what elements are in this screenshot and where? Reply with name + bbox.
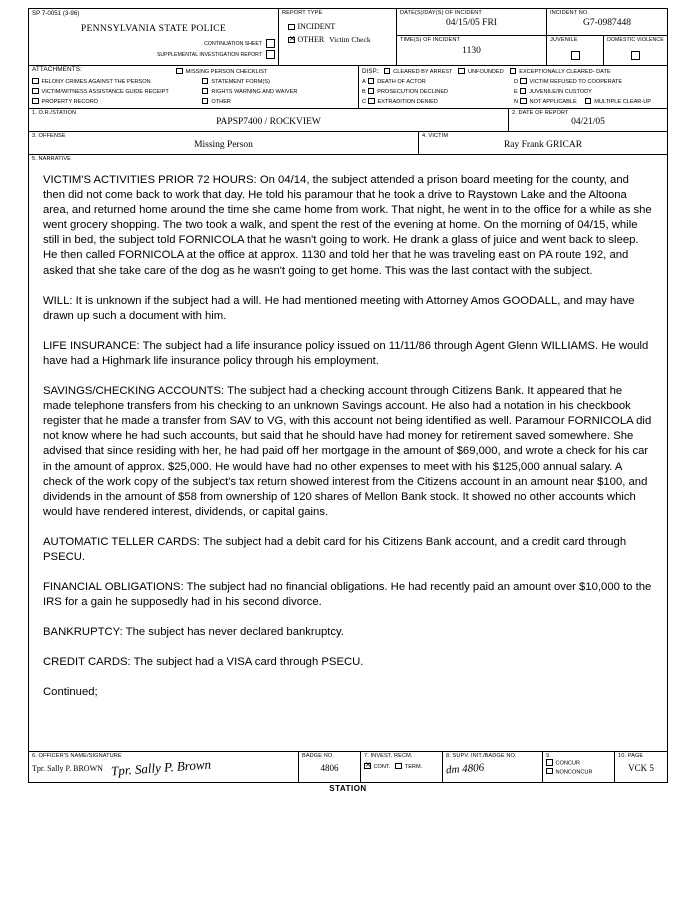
domestic-violence-checkbox[interactable]: [631, 51, 640, 60]
disp-label: JUVENILE/IN CUSTODY: [529, 89, 592, 95]
other-attachment-checkbox[interactable]: [202, 98, 209, 105]
disp-victim-refused[interactable]: [520, 77, 622, 87]
concur-checkbox[interactable]: [546, 759, 553, 766]
disp-prosecution-declined[interactable]: [368, 87, 448, 97]
narrative-heading: LIFE INSURANCE:: [43, 339, 140, 352]
disp-juvenile-custody[interactable]: [520, 87, 592, 97]
concur-number-label: 9.: [546, 753, 551, 759]
police-report-form: [28, 8, 668, 783]
disp-label: EXCEPTIONALLY CLEARED- DATE: [519, 69, 611, 75]
badge-label: BADGE NO.: [302, 753, 334, 759]
narrative-heading: BANKRUPTCY:: [43, 626, 123, 639]
attachment-item[interactable]: [202, 77, 355, 87]
station-value: PAPSP7400 / ROCKVIEW: [216, 117, 321, 127]
narrative-paragraph: [43, 685, 653, 700]
report-type-label: REPORT TYPE: [282, 10, 323, 16]
incident-date-cell: [397, 9, 547, 35]
attachment-label: RIGHTS WARNING AND WAIVER: [211, 89, 298, 95]
incident-time-cell: [397, 36, 547, 65]
victim-cell: [419, 132, 667, 154]
officer-signature: Tpr. Sally P. Brown: [110, 756, 212, 779]
attachment-label: VICTIM/WITNESS ASSISTANCE GUIDE RECEIPT: [41, 89, 169, 95]
disp-label: NOT APPLICABLE: [529, 99, 577, 105]
narrative-paragraph: [43, 655, 653, 670]
form-header-row: [29, 9, 667, 65]
incident-time-label: TIME(S) OF INCIDENT: [400, 37, 461, 43]
officer-label: 6. OFFICER'S NAME/SIGNATURE: [32, 753, 122, 759]
attachment-item[interactable]: [32, 97, 202, 107]
report-type-block: [279, 9, 397, 65]
invest-cont-checkbox[interactable]: [364, 763, 371, 770]
date-of-report-label: 2. DATE OF REPORT: [512, 110, 569, 116]
disp-row-letter: B: [362, 89, 366, 95]
report-type-other-checkbox[interactable]: [288, 37, 295, 44]
narrative-heading: CREDIT CARDS:: [43, 656, 131, 669]
invest-recm-label: 7. INVEST. RECM.: [364, 753, 413, 759]
juvenile-label: JUVENILE: [550, 37, 578, 43]
disp-multiple-clear-up[interactable]: [585, 97, 651, 107]
disp-row-letter: D: [514, 79, 519, 85]
report-type-other-label: OTHER: [297, 35, 325, 44]
concur-option[interactable]: [546, 759, 611, 768]
narrative-heading: FINANCIAL OBLIGATIONS:: [43, 581, 184, 594]
attachment-label: STATEMENT FORM(S): [211, 79, 270, 85]
narrative-label: 5. NARRATIVE: [32, 156, 72, 162]
exceptionally-cleared-checkbox[interactable]: [510, 68, 517, 75]
date-of-report-value: 04/21/05: [571, 117, 605, 127]
nonconcur-label: NONCONCUR: [555, 769, 593, 775]
concur-cell: [543, 752, 615, 782]
invest-cont-label: CONT.: [373, 764, 391, 770]
disp-death-of-actor[interactable]: [368, 77, 426, 87]
agency-block: [29, 9, 279, 65]
disposition-block: [359, 66, 667, 108]
attachment-item[interactable]: [202, 87, 355, 97]
station-label: 1. O.R./STATION: [32, 110, 77, 116]
incident-date-label: DATE(S)/DAY(S) OF INCIDENT: [400, 10, 482, 16]
victim-value: Ray Frank GRICAR: [503, 140, 583, 150]
extradition-denied-checkbox[interactable]: [368, 98, 375, 105]
rights-warning-waiver-checkbox[interactable]: [202, 88, 209, 95]
narrative-paragraph: [43, 625, 653, 640]
not-applicable-checkbox[interactable]: [520, 98, 527, 105]
juvenile-checkbox[interactable]: [571, 51, 580, 60]
victim-refused-checkbox[interactable]: [520, 78, 527, 85]
offense-victim-row: [29, 131, 667, 154]
narrative-text: The subject had a life insurance policy issued on 11/11/86 through Agent Glenn WILLIAMS. He would have had a Highmark life insurance policy through his employment.: [43, 339, 649, 367]
multiple-clear-up-checkbox[interactable]: [585, 98, 592, 105]
attachment-item[interactable]: [176, 67, 355, 77]
victim-witness-guide-checkbox[interactable]: [32, 88, 39, 95]
incident-info-block: [397, 9, 667, 65]
agency-name: PENNSYLVANIA STATE POLICE: [80, 23, 227, 34]
supervisor-initials: dm 4806: [445, 761, 485, 777]
offense-value: Missing Person: [194, 140, 253, 150]
attachment-item[interactable]: [32, 77, 202, 87]
disp-exceptionally-cleared[interactable]: [510, 67, 611, 77]
station-footer: STATION: [329, 784, 367, 793]
attachments-disp-row: [29, 65, 667, 108]
concur-label: CONCUR: [555, 760, 581, 767]
station-cell: [29, 109, 509, 131]
juvenile-custody-checkbox[interactable]: [520, 88, 527, 95]
invest-term-checkbox[interactable]: [395, 763, 402, 770]
invest-recm-cell: [361, 752, 443, 782]
narrative-paragraph: [43, 339, 653, 369]
disp-label: UNFOUNDED: [467, 69, 504, 75]
badge-value: 4806: [320, 763, 339, 773]
felony-crimes-checkbox[interactable]: [32, 78, 39, 85]
narrative-text: The subject had a VISA card through PSECU.: [130, 656, 364, 669]
continuation-sheet-label: CONTINUATION SHEET: [204, 40, 262, 47]
juvenile-cell: [547, 36, 604, 65]
disp-label: EXTRADITION DENIED: [377, 99, 438, 105]
supplemental-report-checkbox[interactable]: [266, 50, 275, 59]
prosecution-declined-checkbox[interactable]: [368, 88, 375, 95]
disp-row-letter: C: [362, 99, 367, 105]
offense-label: 3. OFFENSE: [32, 133, 66, 139]
disposition-label: DISP.:: [362, 68, 380, 75]
missing-person-checklist-checkbox[interactable]: [176, 68, 183, 75]
narrative-paragraph: [43, 580, 653, 610]
narrative-text: The subject had a debit card for his Citizens Bank account, and a credit card through PSECU.: [43, 535, 627, 563]
victim-label: 4. VICTIM: [422, 133, 449, 139]
attachment-label: MISSING PERSON CHECKLIST: [185, 69, 268, 75]
domestic-violence-label: DOMESTIC VIOLENCE: [607, 37, 664, 43]
narrative-heading: SAVINGS/CHECKING ACCOUNTS:: [43, 385, 225, 398]
narrative-text: The subject had a checking account through Citizens Bank. It appeared that he made telephone transfers from his checking to an unknown Savings account. He also had a notation in his checkbook register that he made a transfer from SAV to VG, with this account not being identified as well. Paramour FORNICOLA did not know where he had such accounts, but said that he should have had money for retirement saved somewhere. She advised that since residing with her, he had paid off her mortgage in the amount of $69,000, and wrote a check for his car in the amount of approx. $25,000. He would have had no other expenses to meet with his $125,000 annual salary. A check of the work copy of the subject's tax return showed interest from the Citizens account in an amount near $100, and dividends in the amount of $58 from ownership of 120 shares of Mellon Bank stock. It showed no other accounts which would have rendered interest, dividends, or capital gains.: [43, 385, 652, 518]
attachment-label: FELONY CRIMES AGAINST THE PERSON: [41, 79, 151, 85]
continuation-sheet-checkbox[interactable]: [266, 39, 275, 48]
invest-term-option[interactable]: [395, 762, 422, 772]
incident-no-label: INCIDENT NO.: [550, 10, 590, 16]
disp-row-letter: E: [514, 89, 518, 95]
narrative-heading: Continued;: [43, 686, 98, 699]
attachment-item[interactable]: [32, 87, 202, 97]
supervisor-label: 8. SUPV. INIT./BADGE NO.: [446, 753, 517, 759]
page-cell: [615, 752, 667, 782]
narrative-heading: AUTOMATIC TELLER CARDS:: [43, 535, 200, 548]
document-page: [28, 8, 668, 888]
attachments-label: ATTACHMENTS:: [32, 66, 82, 73]
narrative-text: It is unknown if the subject had a will. He had mentioned meeting with Attorney Amos GOODALL, and may have drawn up such a document with him.: [43, 294, 635, 322]
supervisor-cell: [443, 752, 543, 782]
narrative-paragraph: [43, 535, 653, 565]
narrative-paragraph: [43, 384, 653, 520]
narrative-body: [29, 163, 667, 707]
narrative-section: [29, 154, 667, 751]
report-type-incident-checkbox[interactable]: [288, 24, 295, 31]
officer-name: Tpr. Sally P. BROWN: [32, 763, 103, 773]
invest-term-label: TERM.: [404, 764, 423, 770]
narrative-text: The subject has never declared bankruptcy.: [122, 626, 344, 639]
disp-label: CLEARED BY ARREST: [393, 69, 453, 75]
disp-extradition-denied[interactable]: [368, 97, 438, 107]
offense-cell: [29, 132, 419, 154]
disp-label: MULTIPLE CLEAR-UP: [594, 99, 651, 105]
footer-row: [29, 751, 667, 782]
disp-unfounded[interactable]: [458, 67, 503, 77]
nonconcur-checkbox[interactable]: [546, 768, 553, 775]
supplemental-report-label: SUPPLEMENTAL INVESTIGATION REPORT: [156, 51, 262, 58]
date-of-report-cell: [509, 109, 667, 131]
officer-cell: [29, 752, 299, 782]
attachments-block: [29, 66, 359, 108]
incident-date-value: 04/15/05 FRI: [446, 18, 497, 28]
incident-time-value: 1130: [462, 46, 481, 56]
attachment-label: OTHER: [211, 99, 231, 105]
disp-cleared-arrest[interactable]: [384, 67, 453, 77]
unfounded-checkbox[interactable]: [458, 68, 465, 75]
nonconcur-option[interactable]: [546, 768, 611, 777]
station-row: [29, 108, 667, 131]
narrative-text: The subject had no financial obligations. He had recently paid an amount over $10,000 to the IRS for a gain he supposedly had in his second divorce.: [43, 581, 652, 609]
disp-not-applicable[interactable]: [520, 97, 577, 107]
page-value: VCK 5: [628, 763, 654, 773]
report-type-incident-label: INCIDENT: [297, 22, 336, 31]
disp-label: VICTIM REFUSED TO COOPERATE: [529, 79, 623, 85]
disp-label: DEATH OF ACTOR: [377, 79, 426, 85]
domestic-violence-cell: [604, 36, 667, 65]
disp-row-letter: A: [362, 79, 366, 85]
report-type-other-value: Victim Check: [329, 35, 371, 44]
death-of-actor-checkbox[interactable]: [368, 78, 375, 85]
incident-no-cell: [547, 9, 667, 35]
form-number: SP 7-0051 (3-96): [32, 10, 80, 17]
disp-label: PROSECUTION DECLINED: [377, 89, 449, 95]
narrative-paragraph: [43, 173, 653, 279]
statement-forms-checkbox[interactable]: [202, 78, 209, 85]
narrative-heading: VICTIM'S ACTIVITIES PRIOR 72 HOURS:: [43, 174, 257, 186]
narrative-paragraph: [43, 294, 653, 324]
disp-row-letter: N: [514, 99, 519, 105]
incident-no-value: G7-0987448: [582, 18, 632, 28]
badge-cell: [299, 752, 361, 782]
narrative-heading: WILL:: [43, 294, 73, 307]
cleared-by-arrest-checkbox[interactable]: [384, 68, 391, 75]
property-record-checkbox[interactable]: [32, 98, 39, 105]
narrative-text: On 04/14, the subject attended a prison board meeting for the county, and then did not come back to work that day. He told his paramour that he took a drive to Raystown Lake and the Altoona area, and returned home around the time she came home from work. That night, he went in to the office for a while as she went grocery shopping. The two took a walk, and spent the rest of the evening at home. On the morning of 04/15, while still in bed, the subject told FORNICOLA that he wasn't going to work. He drank a glass of juice and went back to sleep. He then called FORNICOLA at the office at approx. 1130 and told her that he was traveling east on PA route 192, and asked that she take care of the dog as he wasn't going to get home. This was the last contact with the subject.: [43, 174, 652, 277]
attachment-label: PROPERTY RECORD: [41, 99, 98, 105]
invest-cont-option[interactable]: [364, 762, 390, 772]
attachment-item[interactable]: [202, 97, 355, 107]
page-label: 10. PAGE: [618, 753, 644, 759]
